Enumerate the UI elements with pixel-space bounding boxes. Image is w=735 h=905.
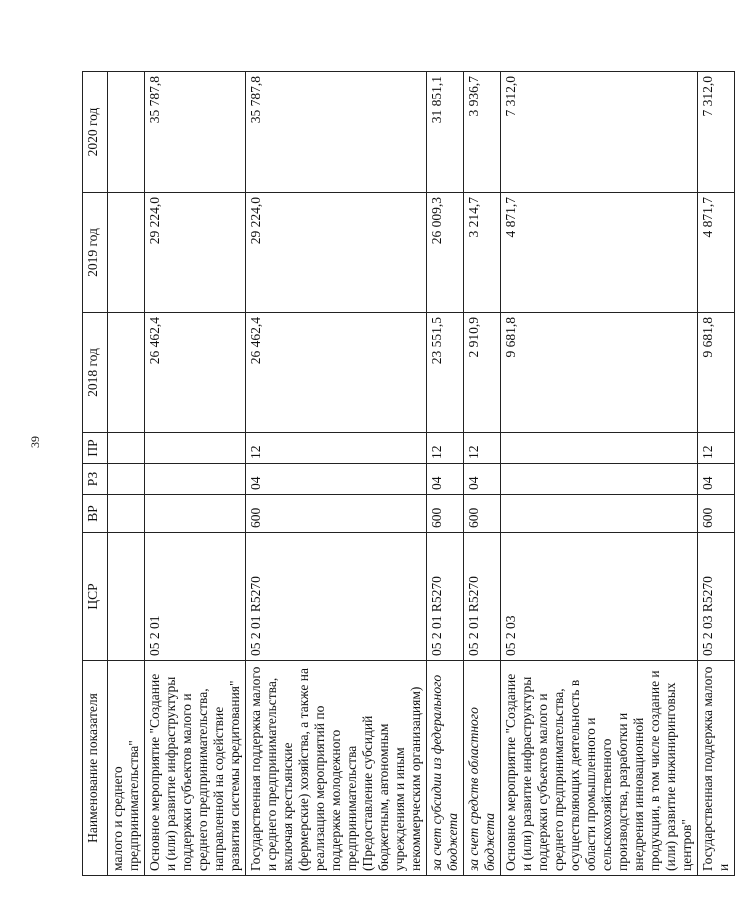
cell-csr: 05 2 01 R5270	[464, 533, 501, 661]
header-2019: 2019 год	[83, 193, 108, 313]
cell-rz	[145, 464, 246, 495]
cell-2020: 35 787,8	[145, 72, 246, 193]
cell-2018	[108, 313, 145, 433]
cell-2020: 7 312,0	[698, 72, 735, 193]
table-row	[464, 72, 501, 876]
cell-2019: 4 871,7	[501, 193, 698, 313]
header-name: Наименование показателя	[83, 661, 108, 876]
cell-2018: 26 462,4	[145, 313, 246, 433]
cell-2018: 23 551,5	[427, 313, 464, 433]
cell-pr	[108, 433, 145, 464]
cell-2020: 35 787,8	[246, 72, 427, 193]
cell-name: Основное мероприятие "Создание и (или) развитие инфраструктуры поддержки субъектов малого и среднего предпринимательства, осуществляющих деятельность в области промышленного и сельскохозяйственного производства, разработки и внедрения инновационной продукции, в том числе создание и (или) развитие инжиниринговых центров"	[501, 661, 698, 876]
cell-vr: 600	[464, 495, 501, 533]
cell-vr: 600	[427, 495, 464, 533]
cell-vr	[501, 495, 698, 533]
cell-name: малого и среднего предпринимательства"	[108, 661, 145, 876]
header-csr: ЦСР	[83, 533, 108, 661]
cell-pr	[501, 433, 698, 464]
cell-2019: 26 009,3	[427, 193, 464, 313]
cell-2019: 29 224,0	[246, 193, 427, 313]
cell-name: за счет субсидии из федерального бюджета	[427, 661, 464, 876]
cell-2020: 7 312,0	[501, 72, 698, 193]
cell-rz: 04	[246, 464, 427, 495]
cell-pr: 12	[464, 433, 501, 464]
table-row	[145, 72, 246, 876]
page-number: 39	[28, 436, 42, 448]
table-row	[246, 72, 427, 876]
header-vr: ВР	[83, 495, 108, 533]
header-2020: 2020 год	[83, 72, 108, 193]
cell-csr: 05 2 01	[145, 533, 246, 661]
cell-2018: 2 910,9	[464, 313, 501, 433]
cell-2019: 3 214,7	[464, 193, 501, 313]
cell-pr	[145, 433, 246, 464]
cell-rz	[108, 464, 145, 495]
cell-pr: 12	[698, 433, 735, 464]
cell-vr: 600	[698, 495, 735, 533]
rotated-table-container	[82, 72, 731, 876]
cell-pr: 12	[246, 433, 427, 464]
cell-rz: 04	[698, 464, 735, 495]
table-row	[427, 72, 464, 876]
cell-name: Государственная поддержка малого и среднего предпринимательства, включая крестьянские (фермерские) хозяйства, а также на реализацию мероприятий по поддержке молодежного предпринимательства (Предоставление субсидий бюджетным, автономным учреждениям и иным некоммерческим организациям)	[246, 661, 427, 876]
cell-2020	[108, 72, 145, 193]
cell-csr	[108, 533, 145, 661]
cell-name: Основное мероприятие "Создание и (или) развитие инфраструктуры поддержки субъектов малого и среднего предпринимательства, направленной на содействие развития системы кредитования"	[145, 661, 246, 876]
table-row	[501, 72, 698, 876]
cell-2018: 9 681,8	[698, 313, 735, 433]
cell-rz: 04	[427, 464, 464, 495]
budget-table	[82, 71, 735, 876]
cell-rz	[501, 464, 698, 495]
cell-csr: 05 2 03 R5270	[698, 533, 735, 661]
cell-2019: 29 224,0	[145, 193, 246, 313]
cell-vr	[145, 495, 246, 533]
cell-vr	[108, 495, 145, 533]
cell-2020: 3 936,7	[464, 72, 501, 193]
cell-csr: 05 2 01 R5270	[246, 533, 427, 661]
table-row	[108, 72, 145, 876]
cell-pr: 12	[427, 433, 464, 464]
cell-name: Государственная поддержка малого и	[698, 661, 735, 876]
cell-csr: 05 2 03	[501, 533, 698, 661]
header-pr: ПР	[83, 433, 108, 464]
cell-csr: 05 2 01 R5270	[427, 533, 464, 661]
header-row	[83, 72, 108, 876]
cell-2020: 31 851,1	[427, 72, 464, 193]
cell-vr: 600	[246, 495, 427, 533]
cell-2018: 9 681,8	[501, 313, 698, 433]
header-rz: РЗ	[83, 464, 108, 495]
cell-rz: 04	[464, 464, 501, 495]
header-2018: 2018 год	[83, 313, 108, 433]
cell-name: за счет средств областного бюджета	[464, 661, 501, 876]
table-row	[698, 72, 735, 876]
cell-2018: 26 462,4	[246, 313, 427, 433]
cell-2019: 4 871,7	[698, 193, 735, 313]
cell-2019	[108, 193, 145, 313]
